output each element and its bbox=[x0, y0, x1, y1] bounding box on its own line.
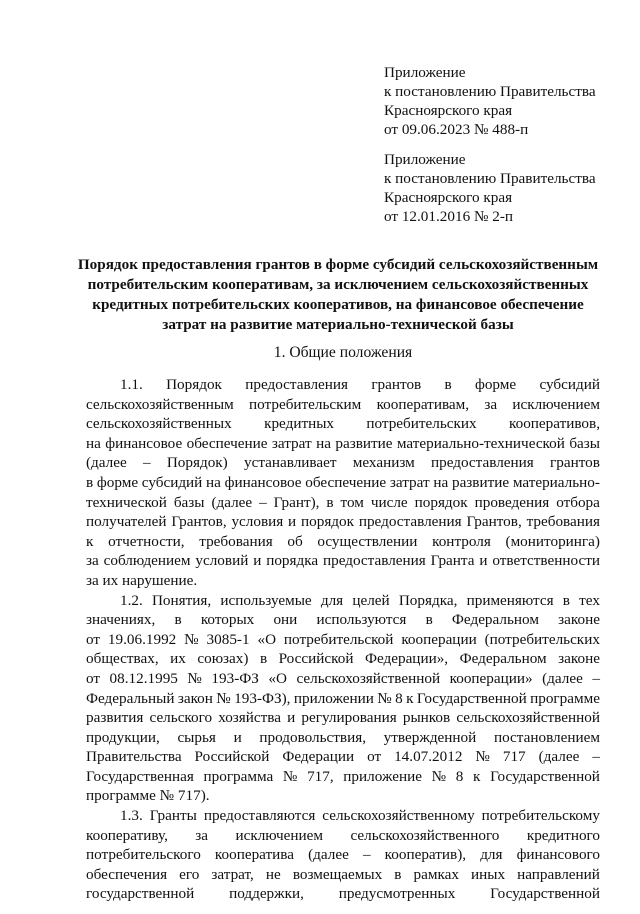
text-line: развития сельского хозяйства и регулирования рынков сельскохозяйственной bbox=[86, 709, 600, 727]
text-line: кооперативу, за исключением сельскохозяйственного кредитного bbox=[86, 826, 600, 844]
text-line: Федеральный закон № 193-ФЗ), приложении № 8 к Государственной программе bbox=[86, 689, 600, 707]
approval-line: Красноярского края bbox=[384, 102, 513, 119]
approval-line: Красноярского края bbox=[384, 189, 513, 206]
text-line: 1.3. Гранты предоставляются сельскохозяйственному потребительскому bbox=[120, 807, 600, 825]
text-line: Государственная программа № 717, приложение № 8 к Государственной bbox=[86, 767, 600, 785]
text-line: потребительского кооператива (далее – кооператив), для финансового bbox=[86, 846, 600, 864]
text-line: от 08.12.1995 № 193-ФЗ «О сельскохозяйственной кооперации» (далее – bbox=[86, 669, 600, 687]
text-line: за соблюдением условий и порядка предоставления Гранта и ответственности bbox=[86, 552, 600, 570]
title-line: кредитных потребительских кооперативов, на финансовое обеспечение bbox=[92, 296, 584, 313]
text-line: к отчетности, требования об осуществлении контроля (мониторинга) bbox=[86, 532, 600, 550]
approval-label: Приложение bbox=[384, 151, 466, 168]
text-line: сельскохозяйственных кредитных потребительских кооперативов, bbox=[86, 415, 600, 433]
text-line: сельскохозяйственным потребительским кооперативам, за исключением bbox=[86, 395, 600, 413]
title-line: затрат на развитие материально-технической базы bbox=[162, 316, 514, 333]
approval-label: Приложение bbox=[384, 64, 466, 81]
approval-line: к постановлению Правительства bbox=[384, 83, 596, 100]
approval-stamp-2023 bbox=[384, 63, 624, 139]
text-line: на финансовое обеспечение затрат на развитие материально-технической базы bbox=[86, 434, 600, 452]
text-line: от 19.06.1992 № 3085-1 «О потребительской кооперации (потребительских bbox=[86, 630, 600, 648]
text-line: технической базы (далее – Грант), в том числе порядок проведения отбора bbox=[86, 493, 600, 511]
document-body bbox=[86, 375, 600, 904]
text-line: (далее – Порядок) устанавливает механизм предоставления грантов bbox=[86, 454, 600, 472]
text-line: значениях, в которых они используются в Федеральном законе bbox=[86, 611, 600, 629]
approval-date: от 12.01.2016 № 2-п bbox=[384, 208, 514, 225]
text-line: получателей Грантов, условия и порядок предоставления Грантов, требования bbox=[86, 513, 600, 531]
text-line: 1.2. Понятия, используемые для целей Порядка, применяются в тех bbox=[120, 591, 600, 609]
title-line: потребительским кооперативам, за исключением сельскохозяйственных bbox=[87, 276, 589, 293]
approval-line: к постановлению Правительства bbox=[384, 170, 596, 187]
text-line: обеспечения его затрат, не возмещаемых в рамках иных направлений bbox=[86, 865, 600, 883]
title-line: Порядок предоставления грантов в форме субсидий сельскохозяйственным bbox=[77, 256, 599, 273]
text-line: 1.1. Порядок предоставления грантов в форме субсидий bbox=[120, 376, 600, 393]
section-heading: 1. Общие положения bbox=[273, 344, 413, 361]
text-line: в форме субсидий на финансовое обеспечение затрат на развитие материально- bbox=[86, 473, 600, 491]
document-title bbox=[76, 255, 600, 335]
text-line: обществах, их союзах) в Российской Федерации», Федеральном законе bbox=[86, 650, 600, 668]
text-line: государственной поддержки, предусмотренных Государственной bbox=[86, 885, 600, 903]
text-line: программе № 717). bbox=[86, 787, 210, 805]
text-line: продукции, сырья и продовольствия, утвержденной постановлением bbox=[86, 728, 600, 746]
text-line: за их нарушение. bbox=[86, 571, 198, 589]
approval-date: от 09.06.2023 № 488-п bbox=[384, 121, 529, 138]
text-line: Правительства Российской Федерации от 14.07.2012 № 717 (далее – bbox=[86, 748, 600, 766]
approval-stamp-2016 bbox=[384, 150, 624, 226]
